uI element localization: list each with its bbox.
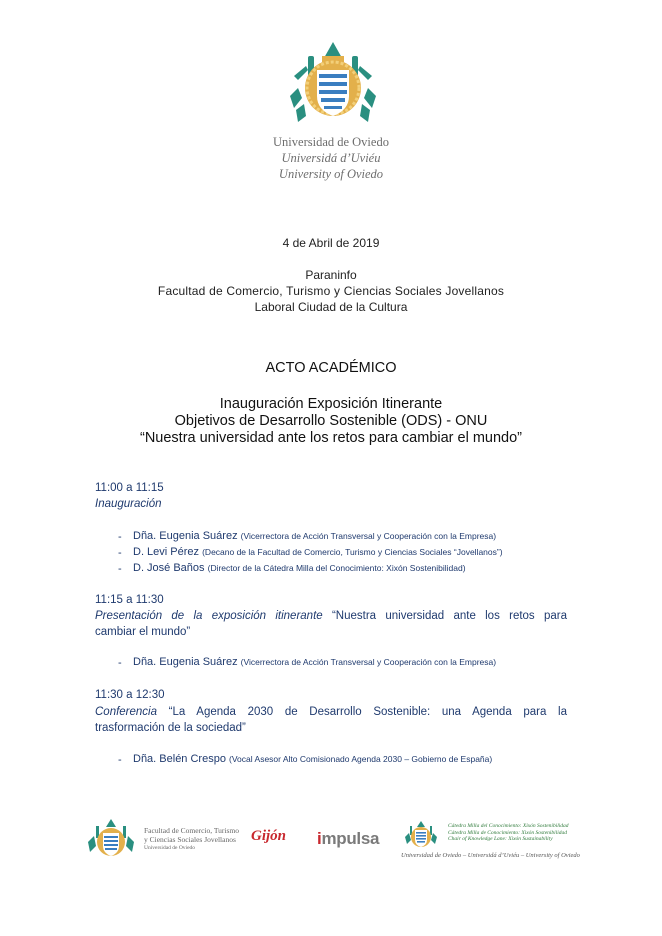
session-2-time: 11:15 a 11:30 xyxy=(95,594,164,606)
speaker-item xyxy=(133,546,503,558)
session-2-title-line2: cambiar el mundo” xyxy=(95,626,191,638)
session-3-title xyxy=(95,706,567,718)
acto-heading: ACTO ACADÉMICO xyxy=(265,360,397,376)
title-line-3: “Nuestra universidad ante los retos para cambiar el mundo” xyxy=(139,430,523,446)
speaker-name: Dña. Eugenia Suárez xyxy=(133,530,238,542)
session-1-time: 11:00 a 11:15 xyxy=(95,482,164,494)
session-2-title-rest: “Nuestra universidad ante los retos para xyxy=(331,610,567,622)
title-line-2: Objetivos de Desarrollo Sostenible (ODS) - ONU xyxy=(174,413,488,429)
session-3-title-line2: trasformación de la sociedad” xyxy=(95,722,246,734)
venue-line-3: Laboral Ciudad de la Cultura xyxy=(254,300,408,314)
speaker-role: (Vicerrectora de Acción Transversal y Cooperación con la Empresa) xyxy=(240,657,497,667)
speaker-item xyxy=(133,753,492,765)
faculty-seal-icon xyxy=(86,818,136,860)
catedra-line-1: Cátedra Milla del Conocimiento: Xixón Sostenibilidad xyxy=(448,823,569,829)
venue-line-1: Paraninfo xyxy=(305,268,357,282)
speaker-name: D. Levi Pérez xyxy=(133,546,200,558)
session-2-title-italic: Presentación de la exposición itinerante xyxy=(95,610,323,622)
session-3-title-italic: Conferencia xyxy=(95,706,158,718)
speaker-name: Dña. Belén Crespo xyxy=(133,753,226,765)
speaker-role: (Decano de la Facultad de Comercio, Turismo y Ciencias Sociales “Jovellanos”) xyxy=(202,547,503,557)
speaker-role: (Director de la Cátedra Milla del Conocimiento: Xixón Sostenibilidad) xyxy=(207,563,466,573)
small-seal-icon xyxy=(404,820,438,850)
university-name-es: Universidad de Oviedo xyxy=(273,135,389,149)
session-3-title-rest: “La Agenda 2030 de Desarrollo Sostenible: una Agenda para la xyxy=(168,706,567,718)
impulsa-logo-rest: mpulsa xyxy=(321,829,380,848)
speaker-name: D. José Baños xyxy=(133,562,205,574)
gijon-logo: Gijón xyxy=(251,828,287,844)
session-2-title xyxy=(95,610,567,622)
catedra-line-2: Cátedra Milla de Conocimiento: Xixón Sostenibilidad xyxy=(448,829,567,836)
session-3-time: 11:30 a 12:30 xyxy=(95,689,165,701)
speaker-item xyxy=(133,562,466,574)
faculty-name xyxy=(144,827,239,853)
speaker-name: Dña. Eugenia Suárez xyxy=(133,656,238,668)
event-date: 4 de Abril de 2019 xyxy=(282,236,380,250)
title-line-1: Inauguración Exposición Itinerante xyxy=(219,396,443,412)
speaker-role: (Vicerrectora de Acción Transversal y Cooperación con la Empresa) xyxy=(240,531,497,541)
catedra-line-3: Chair of Knowledge Lane: Xixón Sustainability xyxy=(448,836,553,842)
speaker-role: (Vocal Asesor Alto Comisionado Agenda 2030 – Gobierno de España) xyxy=(229,754,493,764)
speaker-item xyxy=(133,530,496,542)
university-name-en: University of Oviedo xyxy=(278,167,384,181)
venue-line-2: Facultad de Comercio, Turismo y Ciencias Sociales Jovellanos xyxy=(157,284,505,298)
session-1-title-text: Inauguración xyxy=(95,498,162,510)
session-1-title xyxy=(95,498,162,510)
faculty-line-3: Universidad de Oviedo xyxy=(144,845,196,851)
speaker-item xyxy=(133,656,496,668)
university-name-ast: Universidá d’Uviéu xyxy=(281,151,381,165)
footer-university-tri: Universidad de Oviedo – Universidá d’Uviéu – University of Oviedo xyxy=(401,852,580,859)
faculty-line-1: Facultad de Comercio, Turismo xyxy=(144,826,239,835)
faculty-line-2: y Ciencias Sociales Jovellanos xyxy=(144,834,236,844)
impulsa-logo xyxy=(317,829,379,849)
catedra-text xyxy=(448,823,578,843)
impulsa-logo-i: i xyxy=(317,829,322,848)
university-seal-icon xyxy=(286,36,380,130)
